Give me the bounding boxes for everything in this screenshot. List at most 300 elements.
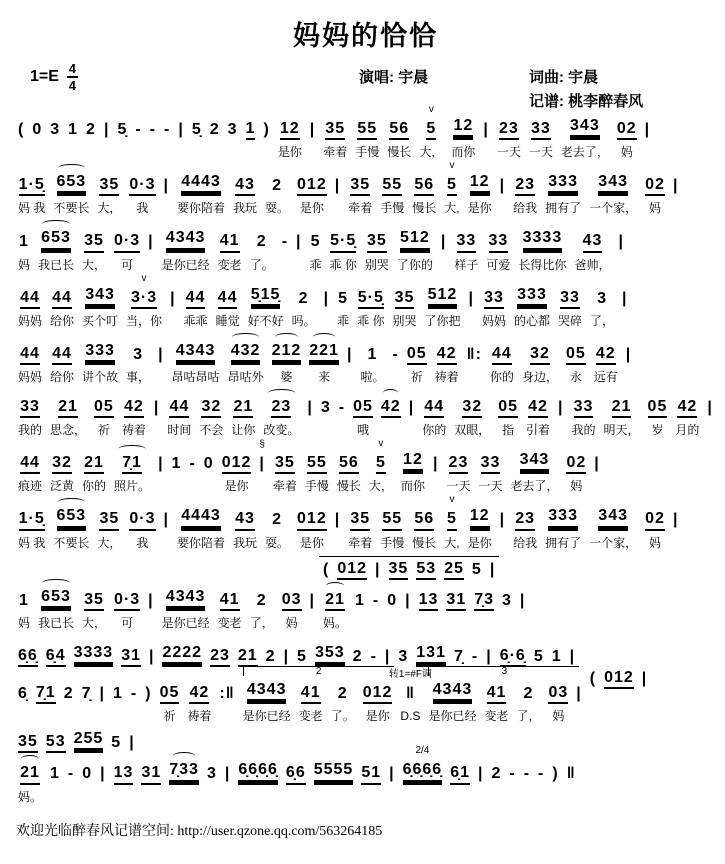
note-token: 3 <box>50 121 61 138</box>
note-token: 653 <box>57 172 87 193</box>
note-token: 35 <box>395 288 415 309</box>
note-token: 35 <box>350 509 370 530</box>
singer-credit: 演唱: 宇晨 <box>359 69 429 86</box>
note-cell <box>50 453 74 493</box>
note-cell <box>416 643 446 667</box>
note-cell <box>129 733 134 753</box>
note-cell <box>514 285 550 328</box>
score-line-8 <box>14 494 717 550</box>
note-token: 43 <box>235 509 255 530</box>
note-cell <box>416 559 436 580</box>
note-cell <box>104 120 109 159</box>
lyric-syllable: 明天， <box>603 423 640 438</box>
lyric-syllable: 给我 <box>513 201 538 216</box>
lyric-syllable: 乖 你 <box>357 313 385 328</box>
note-token: | <box>707 398 713 416</box>
note-token: | <box>375 560 381 578</box>
note-cell <box>238 646 258 667</box>
note-token: 43 <box>583 231 603 252</box>
note-cell <box>380 175 404 215</box>
note-token: 35 <box>350 175 370 196</box>
score-line-1 <box>14 104 717 160</box>
note-token: 23 <box>515 175 535 196</box>
note-token: 7̣1 <box>36 683 56 704</box>
note-cell <box>265 510 289 549</box>
note-token: 35 <box>18 732 38 753</box>
note-cell <box>444 559 464 580</box>
note-cell <box>231 397 255 437</box>
lyric-syllable: 慢长 <box>387 145 412 160</box>
note-cell <box>32 120 42 159</box>
lyric-syllable: 妈 我 <box>18 535 46 550</box>
note-token: | <box>103 121 110 138</box>
note-cell <box>18 646 38 667</box>
note-token: 5555 <box>314 760 354 781</box>
lyric-syllable: 乖乖 <box>183 313 208 328</box>
lyric-syllable: 老去了， <box>510 479 559 494</box>
note-token: | <box>468 289 474 307</box>
note-token: | <box>178 121 184 138</box>
note-token: 4343 <box>166 228 206 249</box>
lyric-syllable: 爸帅， <box>574 257 611 272</box>
lyric-syllable: 是你已经 <box>428 709 477 724</box>
note-token: | <box>644 121 651 138</box>
lyric-syllable: 我的 <box>18 423 43 438</box>
lyric-syllable: 改变。 <box>263 423 300 438</box>
note-cell <box>412 175 436 215</box>
note-cell <box>129 175 155 215</box>
note-cell <box>207 764 217 803</box>
lyric-syllable: 变老 <box>217 257 242 272</box>
note-token: 7̣1 <box>122 453 142 474</box>
note-token: 1 <box>246 119 256 140</box>
note-token: | <box>99 685 105 703</box>
note-token: | <box>576 685 582 703</box>
note-cell <box>114 453 150 493</box>
note-token: 012 <box>297 509 327 530</box>
note-token: | <box>672 511 679 529</box>
note-cell <box>177 506 225 549</box>
lyric-syllable: 牵着 <box>348 201 373 216</box>
note-cell <box>387 119 411 159</box>
note-token: 2 <box>272 177 282 195</box>
score-mark: § <box>259 439 265 451</box>
note-token: 131 <box>416 643 446 664</box>
note-token: 2 <box>337 685 348 703</box>
note-token: - <box>130 685 138 703</box>
note-token: | <box>170 289 176 307</box>
note-token: | <box>307 398 313 416</box>
note-cell <box>18 509 45 549</box>
note-cell <box>331 684 355 723</box>
note-token: 6̣6 <box>286 763 306 784</box>
note-token: 5 <box>376 453 386 474</box>
note-token: :‖ <box>219 685 235 703</box>
note-cell <box>141 763 161 803</box>
note-cell <box>126 345 150 384</box>
note-cell <box>368 438 393 494</box>
lyric-syllable: 昂咕外 <box>227 369 264 384</box>
note-cell <box>50 764 60 803</box>
lyric-syllable: 我已长 <box>38 615 75 630</box>
note-cell <box>360 345 384 384</box>
note-token: 012 <box>363 683 393 704</box>
note-cell <box>589 506 637 549</box>
note-cell <box>497 119 521 159</box>
note-cell <box>617 119 637 159</box>
note-cell <box>305 453 329 493</box>
note-cell <box>348 175 372 215</box>
note-token: 44 <box>186 288 206 309</box>
note-token: 44 <box>52 288 72 309</box>
note-token: 21 <box>58 397 78 418</box>
note-token: 44 <box>52 344 72 365</box>
slur-arc <box>173 752 196 760</box>
note-token: 35 <box>99 509 119 530</box>
note-cell <box>522 344 558 384</box>
note-token: 02 <box>645 509 665 530</box>
note-token: ( <box>589 670 597 688</box>
note-token: 43 <box>235 175 255 196</box>
note-token: 42 <box>677 397 697 418</box>
lyric-syllable: 你的 <box>422 423 447 438</box>
note-cell <box>590 289 614 328</box>
lyric-syllable: 妈妈 <box>18 313 43 328</box>
note-token: 0·3 <box>114 590 140 611</box>
note-cell <box>210 646 230 667</box>
note-cell <box>604 668 634 708</box>
lyric-syllable: 妈。 <box>18 789 43 804</box>
note-cell <box>68 764 74 803</box>
note-cell <box>482 288 506 328</box>
note-token: 333 <box>517 285 547 306</box>
note-cell <box>365 231 389 271</box>
note-cell <box>199 397 223 437</box>
note-cell <box>314 760 354 803</box>
note-token: 2 <box>265 647 276 665</box>
note-cell <box>401 450 425 493</box>
lyric-syllable: 哦 <box>357 423 370 438</box>
note-cell <box>307 398 312 437</box>
note-token: | <box>489 560 496 578</box>
note-token: 6̣1 <box>450 763 470 784</box>
note-token: - <box>135 121 142 138</box>
lyric-syllable: 来 <box>318 369 331 384</box>
slur-arc <box>58 164 85 172</box>
note-token: 1 <box>367 345 378 363</box>
note-token: 343 <box>85 285 115 306</box>
lyric-syllable: 妈 <box>570 479 583 494</box>
note-token: - <box>67 765 75 783</box>
slur-arc <box>383 389 398 397</box>
note-token: 1 <box>50 765 60 783</box>
note-token: 3·3 <box>131 288 157 309</box>
note-token: 5·5̣ <box>358 288 384 309</box>
score-line-10 <box>14 587 717 630</box>
note-token: 2 <box>523 685 534 703</box>
lyric-syllable: 手慢 <box>380 201 405 216</box>
note-cell <box>558 398 563 437</box>
note-token: 12 <box>470 506 490 527</box>
note-token: 5 <box>338 289 349 307</box>
note-token: 44 <box>20 344 40 365</box>
note-token: - <box>338 398 346 416</box>
note-cell <box>148 591 153 630</box>
note-token: ) <box>263 121 270 138</box>
note-token: 343 <box>570 116 600 137</box>
note-cell <box>36 683 56 723</box>
time-top: 4 <box>68 61 77 76</box>
lyric-syllable: 慢长 <box>412 201 437 216</box>
note-cell <box>433 454 438 493</box>
score-line-4 <box>14 272 717 328</box>
note-token: 012 <box>297 175 327 196</box>
note-token: 23 <box>449 453 469 474</box>
note-cell <box>500 646 526 667</box>
note-token: 6̣6̣ <box>18 646 38 667</box>
note-cell <box>626 345 631 384</box>
note-token: 4343 <box>433 680 473 701</box>
note-cell <box>82 684 92 723</box>
note-cell <box>38 587 74 630</box>
note-token: 3333 <box>523 228 563 249</box>
note-cell <box>622 289 627 328</box>
note-cell <box>18 175 45 215</box>
note-cell <box>114 590 140 630</box>
lyric-syllable: 永 <box>569 369 582 384</box>
note-cell <box>446 453 470 493</box>
score-line-6 <box>14 397 717 437</box>
note-cell <box>64 684 74 723</box>
note-cell <box>216 288 240 328</box>
note-cell <box>509 764 515 803</box>
note-cell <box>545 172 581 215</box>
note-token: 3 <box>398 647 409 665</box>
note-cell <box>502 591 512 630</box>
lyric-syllable: 妈妈 <box>481 313 506 328</box>
note-token: 012 <box>337 559 367 580</box>
note-token: 05 <box>566 344 586 365</box>
note-token: | <box>384 647 391 665</box>
note-token: 44 <box>218 288 238 309</box>
note-cell <box>192 120 202 159</box>
note-cell <box>419 104 444 160</box>
note-cell <box>371 647 377 667</box>
note-token: 3 <box>502 591 512 609</box>
note-cell <box>707 398 712 437</box>
lyric-syllable: 一个家， <box>589 201 638 216</box>
lyric-syllable: 大， <box>419 145 444 160</box>
note-token: 6̣4 <box>46 646 66 667</box>
note-token: | <box>309 121 316 138</box>
lyric-syllable: 我 <box>136 535 149 550</box>
note-cell <box>18 232 30 271</box>
lyric-syllable: 妈 <box>18 615 31 630</box>
note-cell <box>189 454 195 493</box>
score-mark: 转1=#F调 <box>388 669 432 681</box>
lyric-syllable: 妈 我 <box>18 201 46 216</box>
note-cell <box>82 285 118 328</box>
lyric-syllable: 是你 <box>467 535 492 550</box>
lyric-syllable: 吗。 <box>291 313 316 328</box>
note-cell <box>381 397 401 437</box>
note-cell <box>590 669 596 708</box>
note-cell <box>50 288 74 328</box>
note-token: | <box>163 511 169 529</box>
note-cell <box>339 398 345 437</box>
note-cell <box>315 643 345 667</box>
note-token: 5̣15̣ <box>251 285 281 306</box>
note-cell <box>545 506 581 549</box>
note-token: | <box>283 647 290 665</box>
note-token: 0 <box>203 455 214 473</box>
lyric-syllable: 不要长 <box>53 535 90 550</box>
note-token: | <box>148 591 154 609</box>
note-cell <box>363 683 393 723</box>
lyric-syllable: 是你已经 <box>161 257 210 272</box>
note-token: 32 <box>530 344 550 365</box>
lyric-syllable: 你的 <box>82 479 107 494</box>
note-token: 44 <box>492 344 512 365</box>
note-token: 42 <box>528 397 548 418</box>
note-token: 32 <box>462 397 482 418</box>
note-token: 05 <box>160 683 180 704</box>
note-token: 02 <box>617 119 637 140</box>
note-token: 255 <box>74 729 104 750</box>
note-cell <box>472 560 482 580</box>
lyric-syllable: 老去了， <box>560 145 609 160</box>
note-cell <box>402 745 443 803</box>
note-cell <box>169 760 199 803</box>
note-cell <box>100 684 105 723</box>
note-token: | <box>296 233 302 251</box>
note-token: 55 <box>382 509 402 530</box>
slur-arc <box>58 498 85 506</box>
note-token: 432 <box>231 341 261 362</box>
note-token: 12 <box>280 119 300 140</box>
note-cell <box>18 120 24 159</box>
note-token: 5 <box>310 233 321 251</box>
slur-arc <box>42 220 69 228</box>
note-token: 21 <box>84 453 104 474</box>
note-token: 13 <box>114 763 134 784</box>
note-token: 5 <box>426 119 436 140</box>
lyric-syllable: 时间 <box>167 423 192 438</box>
note-token: 12 <box>403 450 423 471</box>
note-cell <box>131 684 137 723</box>
note-token: 05 <box>94 397 114 418</box>
lyric-syllable: 买个叮 <box>82 313 119 328</box>
lyric-syllable: 而你 <box>451 145 476 160</box>
lyric-syllable: 双眼， <box>454 423 491 438</box>
note-cell <box>561 116 609 159</box>
lyric-syllable: 了。 <box>249 257 274 272</box>
note-token: 3 <box>320 398 331 416</box>
lyric-syllable: 了你的 <box>396 257 433 272</box>
score-line-11 <box>14 643 717 667</box>
note-token: 1 <box>19 591 29 609</box>
note-cell <box>263 120 269 159</box>
key-label: 1=E <box>30 68 59 85</box>
note-cell <box>330 231 357 271</box>
note-token: 6̣6̣6̣6̣ <box>403 760 443 781</box>
lyric-syllable: 而你 <box>400 479 425 494</box>
lyric-syllable: 可 <box>121 257 134 272</box>
lyric-syllable: 可爱 <box>486 257 511 272</box>
note-token: | <box>558 398 564 416</box>
note-token: 653 <box>41 228 71 249</box>
note-cell <box>82 341 118 384</box>
note-token: ‖ <box>405 685 415 703</box>
note-token: 21 <box>325 590 345 611</box>
note-cell <box>310 120 315 159</box>
note-cell <box>238 760 278 803</box>
note-cell <box>233 175 257 215</box>
note-token: | <box>153 398 160 416</box>
note-cell <box>113 684 123 723</box>
note-token: ) <box>145 685 152 703</box>
score-mark: v <box>378 438 384 450</box>
note-cell <box>162 587 210 630</box>
note-token: 3 <box>227 121 238 138</box>
note-cell <box>177 172 225 215</box>
lyric-syllable: 了你把 <box>424 313 461 328</box>
score-mark: v <box>428 104 434 115</box>
note-token: 05 <box>407 344 427 365</box>
note-cell <box>18 684 28 723</box>
footer-note: 欢迎光临醉春风记谱空间: http://user.qzone.qq.com/563264185 <box>16 823 383 839</box>
note-cell <box>412 509 436 549</box>
note-token: 42 <box>124 397 144 418</box>
note-token: ( <box>18 121 25 138</box>
note-token: 0 <box>82 765 93 783</box>
note-cell <box>187 683 211 723</box>
lyric-syllable: 讲个故 <box>82 369 119 384</box>
lyric-syllable: 变老 <box>484 709 509 724</box>
note-cell <box>292 289 316 328</box>
note-cell <box>524 764 530 803</box>
note-cell <box>158 454 163 493</box>
note-token: 13 <box>419 590 439 611</box>
note-token: 33 <box>457 231 477 252</box>
note-token: 33 <box>481 453 501 474</box>
lyric-syllable: 给你 <box>50 369 75 384</box>
note-cell <box>355 119 379 159</box>
note-cell <box>296 232 301 271</box>
note-cell <box>604 397 640 437</box>
note-token: 3 <box>597 289 607 307</box>
note-token: 5·5̣ <box>330 231 356 252</box>
score-line-14 <box>14 745 717 804</box>
note-cell <box>451 116 475 159</box>
note-token: - <box>392 345 399 363</box>
lyric-syllable: 祷着 <box>121 423 146 438</box>
note-cell <box>441 232 446 271</box>
note-cell <box>444 494 460 550</box>
note-token: 42 <box>437 344 457 365</box>
score-body <box>14 104 717 804</box>
lyric-syllable: 耍。 <box>265 201 290 216</box>
note-token: | <box>486 647 492 665</box>
note-token: 653 <box>41 587 71 608</box>
note-token: 0 <box>32 121 43 138</box>
note-token: 7̣ <box>81 685 92 703</box>
note-cell <box>74 643 114 667</box>
note-cell <box>18 732 38 753</box>
note-cell <box>454 231 478 271</box>
note-cell <box>675 397 699 437</box>
note-cell <box>97 509 121 549</box>
